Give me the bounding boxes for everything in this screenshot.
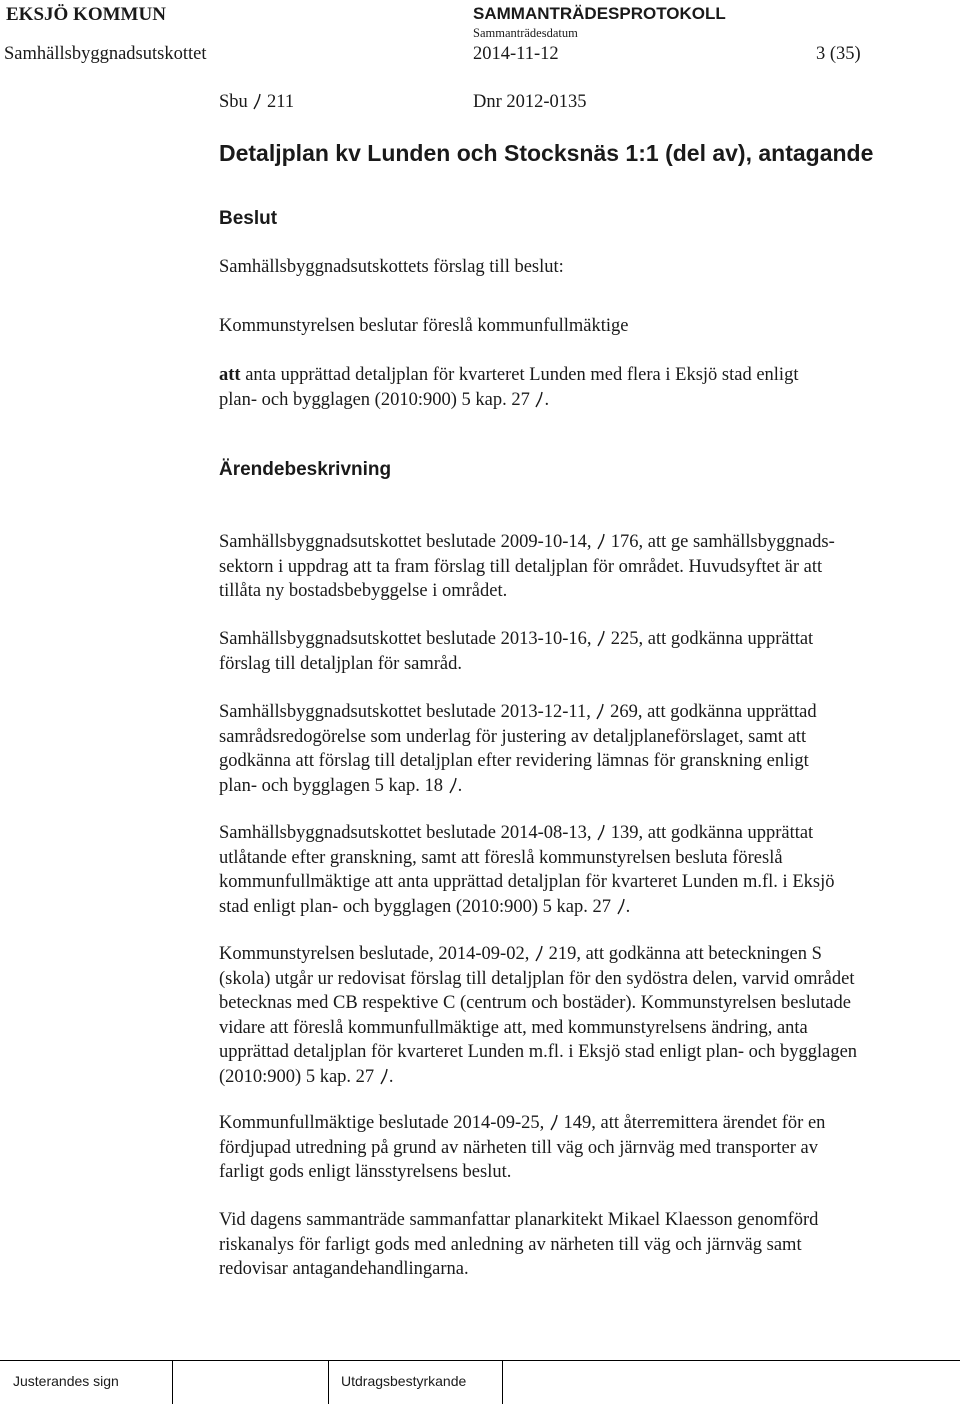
arende-paragraph-6 [219,1111,919,1185]
p4-line2: utlåtande efter granskning, samt att föreslå kommunstyrelsen besluta föreslå [219,847,783,868]
p2-line1a: Samhällsbyggnadsutskottet beslutade 2013-10-16, [219,629,592,649]
section-sign-icon [534,945,544,963]
p5-line1a: Kommunstyrelsen beslutade, 2014-09-02, [219,944,530,964]
att-word: att [219,365,241,385]
section-sign-icon [448,777,458,795]
section-sign-icon [616,898,626,916]
p5-line1b: 219, att godkänna att beteckningen S [543,944,822,964]
p1-line2: sektorn i uppdrag att ta fram förslag till detaljplan för området. Huvudsyftet är att [219,556,823,577]
section-sign-icon [596,824,606,842]
footer-separator [502,1360,503,1404]
arende-paragraph-3 [219,700,919,798]
p3-line3: godkänna att förslag till detaljplan efter revidering lämnas för granskning enligt [219,751,809,772]
committee-name: Samhällsbyggnadsutskottet [4,44,207,64]
p1-line1b: 176, att ge samhällsbyggnads- [606,532,835,552]
beslut-heading: Beslut [219,208,278,229]
p3-line4a: plan- och bygglagen 5 kap. 18 [219,775,443,796]
doc-type: SAMMANTRÄDESPROTOKOLL [473,4,726,23]
p7-line3: redovisar antagandehandlingarna. [219,1259,469,1280]
footer-separator [172,1360,173,1404]
footer-utdragsbestyrkande: Utdragsbestyrkande [341,1373,467,1389]
p2-line2: förslag till detaljplan för samråd. [219,653,462,674]
page-title: Detaljplan kv Lunden och Stocksnäs 1:1 (del av), antagande [219,140,874,166]
beslut-line3 [219,390,549,411]
arende-paragraph-2 [219,627,919,676]
beslut-line1: Kommunstyrelsen beslutar föreslå kommunfullmäktige [219,316,629,336]
p5-line6a: (2010:900) 5 kap. 27 [219,1066,375,1087]
att-rest: anta upprättad detaljplan för kvarteret Lunden med flera i Eksjö stad enligt [240,365,799,385]
p1-line1a: Samhällsbyggnadsutskottet beslutade 2009-10-14, [219,532,592,552]
p1-line3: tillåta ny bostadsbebyggelse i området. [219,581,508,602]
p6-line3: farligt gods enligt länsstyrelsens beslut. [219,1162,512,1183]
footer-separator [328,1360,329,1404]
p4-line4b: . [625,896,631,917]
beslut-line3-end: . [544,390,550,410]
p3-line1a: Samhällsbyggnadsutskottet beslutade 2013-12-11, [219,702,591,722]
beslut-intro: Samhällsbyggnadsutskottets förslag till beslut: [219,257,564,277]
dnr: Dnr 2012-0135 [473,92,587,112]
arende-paragraph-4 [219,821,919,919]
case-prefix: Sbu [219,92,248,112]
p3-line1b: 269, att godkänna upprättad [605,702,817,722]
section-sign-icon [534,391,544,409]
p4-line1b: 139, att godkänna upprättat [606,823,814,843]
p5-line2: (skola) utgår ur redovisat förslag till detaljplan för den sydöstra delen, varvid området [219,968,855,989]
p5-line3: betecknas med CB respektive C (centrum och bostäder). Kommunstyrelsen beslutade [219,993,851,1014]
section-sign-icon [379,1068,389,1086]
beslut-att-line [219,365,798,386]
meeting-date: 2014-11-12 [473,44,559,64]
case-number-value: 211 [267,92,295,112]
arende-paragraph-1 [219,530,919,604]
date-label: Sammanträdesdatum [473,26,578,40]
footer-justerandes-sign: Justerandes sign [13,1373,119,1389]
section-sign-icon [596,630,606,648]
p7-line2: riskanalys för farligt gods med anledning av närheten till väg och järnväg samt [219,1234,802,1255]
p4-line4a: stad enligt plan- och bygglagen (2010:900) 5 kap. 27 [219,896,612,917]
section-sign-icon [595,703,605,721]
p6-line1b: 149, att återremittera ärendet för en [558,1113,826,1133]
arende-heading: Ärendebeskrivning [219,459,392,480]
p7-line1: Vid dagens sammanträde sammanfattar planarkitekt Mikael Klaesson genomförd [219,1210,819,1230]
p4-line1a: Samhällsbyggnadsutskottet beslutade 2014-08-13, [219,823,592,843]
case-number [219,92,294,113]
arende-paragraph-5 [219,942,919,1090]
section-sign-icon [596,533,606,551]
p6-line1a: Kommunfullmäktige beslutade 2014-09-25, [219,1113,545,1133]
page-number: 3 (35) [816,44,861,64]
p6-line2: fördjupad utredning på grund av närheten till väg och järnväg med transporter av [219,1137,818,1158]
p5-line4: vidare att föreslå kommunfullmäktige att, med kommunstyrelsens ändring, anta [219,1017,808,1038]
p5-line6b: . [388,1066,394,1087]
p3-line4b: . [457,775,463,796]
p5-line5: upprättad detaljplan för kvarteret Lunden m.fl. i Eksjö stad enligt plan- och bygglagen [219,1042,858,1063]
arende-paragraph-7 [219,1208,919,1282]
footer-divider [0,1360,960,1361]
p3-line2: samrådsredogörelse som underlag för justering av detaljplaneförslaget, samt att [219,726,807,747]
beslut-line3-text: plan- och bygglagen (2010:900) 5 kap. 27 [219,390,530,410]
org-name: EKSJÖ KOMMUN [6,4,166,25]
p4-line3: kommunfullmäktige att anta upprättad detaljplan för kvarteret Lunden m.fl. i Eksjö [219,872,835,893]
section-sign-icon [549,1114,559,1132]
p2-line1b: 225, att godkänna upprättat [606,629,814,649]
section-sign-icon [252,93,262,111]
